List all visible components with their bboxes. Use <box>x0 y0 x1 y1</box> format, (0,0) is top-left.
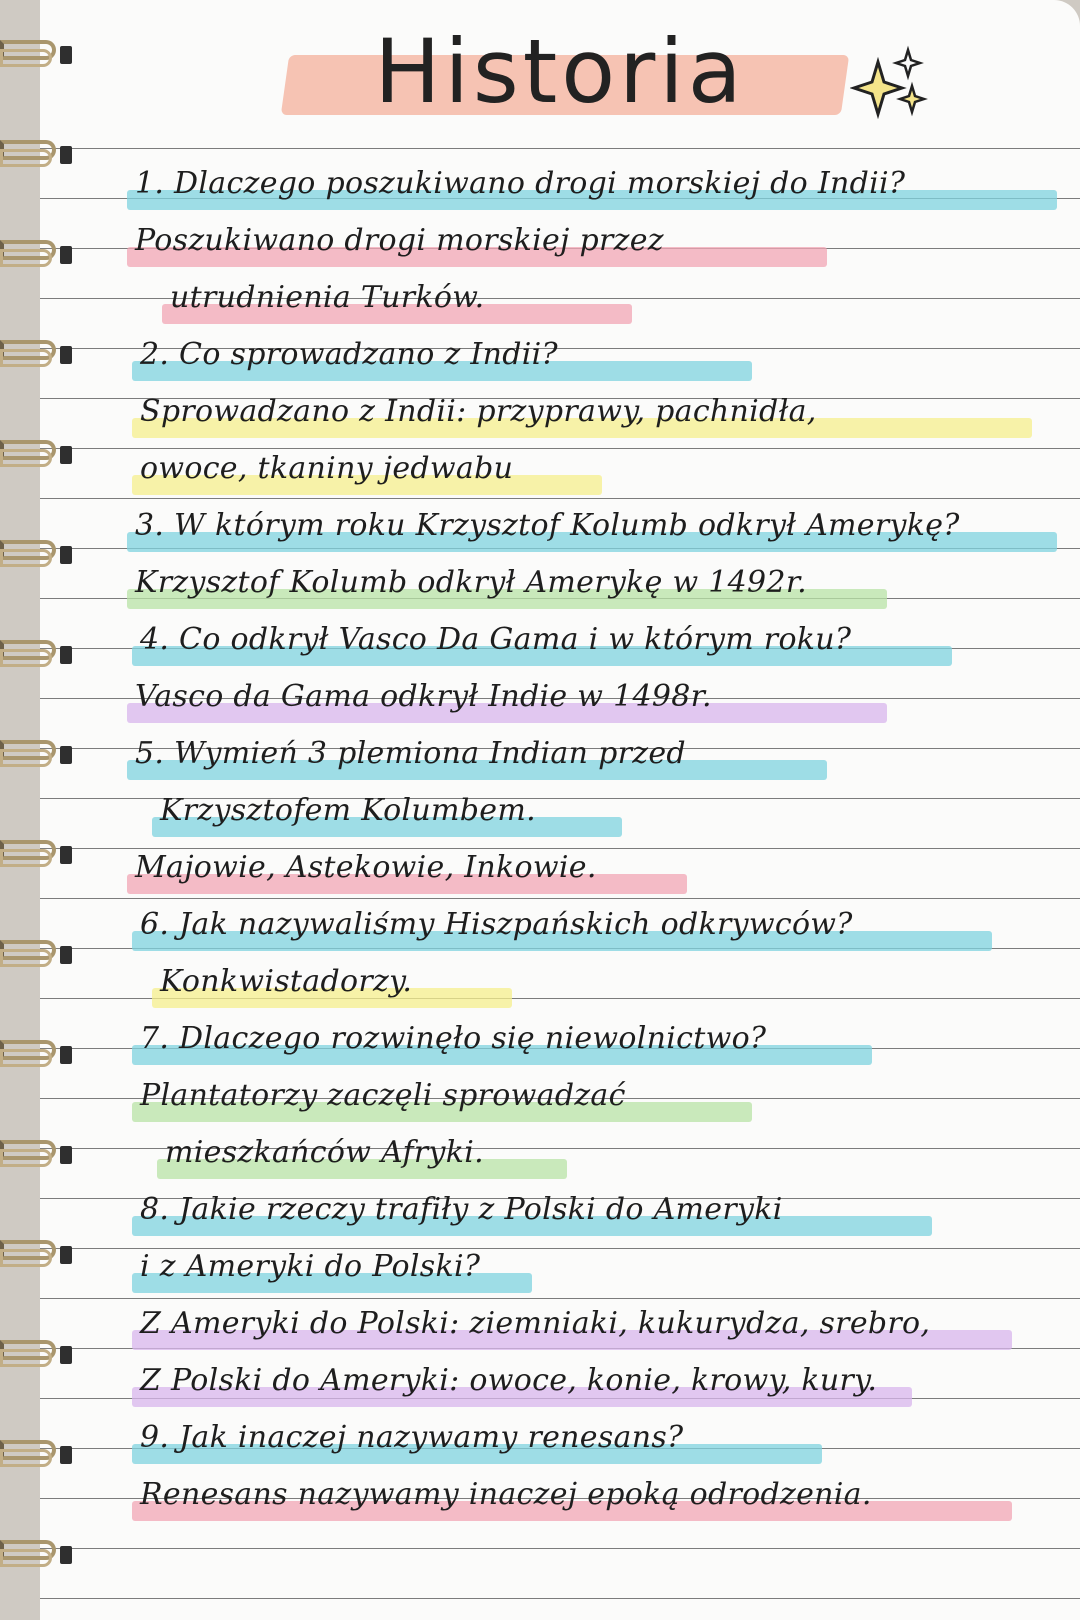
title-area <box>190 20 1010 140</box>
spiral-binding <box>0 0 90 1620</box>
answer-line <box>40 850 1080 890</box>
question-line <box>40 166 1080 206</box>
note-text: 6. Jak nazywaliśmy Hiszpańskich odkrywców? <box>140 907 853 942</box>
note-text: Vasco da Gama odkrył Indie w 1498r. <box>135 679 712 714</box>
answer-line <box>40 1306 1080 1346</box>
spiral-ring <box>0 240 70 270</box>
question-line <box>40 622 1080 662</box>
ruled-line <box>40 498 1080 499</box>
note-text: Krzysztofem Kolumbem. <box>160 793 536 828</box>
answer-line <box>40 964 1080 1004</box>
answer-line <box>40 1078 1080 1118</box>
answer-line <box>40 451 1080 491</box>
answer-line <box>40 1363 1080 1403</box>
note-text: owoce, tkaniny jedwabu <box>140 451 514 486</box>
spiral-ring <box>0 940 70 970</box>
answer-line <box>40 280 1080 320</box>
note-text: 5. Wymień 3 plemiona Indian przed <box>135 736 686 771</box>
question-line <box>40 1420 1080 1460</box>
spiral-ring <box>0 340 70 370</box>
note-text: mieszkańców Afryki. <box>165 1135 485 1170</box>
spiral-ring <box>0 40 70 70</box>
spiral-ring <box>0 1540 70 1570</box>
answer-line <box>40 793 1080 833</box>
ruled-line <box>40 848 1080 849</box>
question-line <box>40 1192 1080 1232</box>
answer-line <box>40 565 1080 605</box>
ruled-line <box>40 1548 1080 1549</box>
note-text: Renesans nazywamy inaczej epoką odrodzenia. <box>140 1477 872 1512</box>
note-text: Z Polski do Ameryki: owoce, konie, krowy, kury. <box>140 1363 878 1398</box>
note-text: Sprowadzano z Indii: przyprawy, pachnidła, <box>140 394 817 429</box>
answer-line <box>40 394 1080 434</box>
spiral-ring <box>0 1340 70 1370</box>
note-text: 8. Jakie rzeczy trafiły z Polski do Ameryki <box>140 1192 783 1227</box>
page-title: Historia <box>374 20 746 123</box>
spiral-ring <box>0 840 70 870</box>
note-text: Plantatorzy zaczęli sprowadzać <box>140 1078 626 1113</box>
note-text: utrudnienia Turków. <box>170 280 485 315</box>
note-text: i z Ameryki do Polski? <box>140 1249 481 1284</box>
spiral-ring <box>0 1140 70 1170</box>
spiral-ring <box>0 1240 70 1270</box>
question-line <box>40 337 1080 377</box>
answer-line <box>40 1477 1080 1517</box>
answer-line <box>40 223 1080 263</box>
notebook-page <box>40 0 1080 1620</box>
answer-line <box>40 1135 1080 1175</box>
answer-line <box>40 679 1080 719</box>
note-text: Krzysztof Kolumb odkrył Amerykę w 1492r. <box>135 565 807 600</box>
note-text: Z Ameryki do Polski: ziemniaki, kukurydza, srebro, <box>140 1306 931 1341</box>
spiral-ring <box>0 1440 70 1470</box>
question-line <box>40 907 1080 947</box>
note-text: 7. Dlaczego rozwinęło się niewolnictwo? <box>140 1021 767 1056</box>
ruled-line <box>40 1598 1080 1599</box>
note-text: 4. Co odkrył Vasco Da Gama i w którym roku? <box>140 622 852 657</box>
spiral-ring <box>0 140 70 170</box>
question-line <box>40 1021 1080 1061</box>
note-text: 2. Co sprowadzano z Indii? <box>140 337 558 372</box>
spiral-ring <box>0 740 70 770</box>
ruled-line <box>40 1298 1080 1299</box>
spiral-ring <box>0 440 70 470</box>
ruled-line <box>40 448 1080 449</box>
note-text: 9. Jak inaczej nazywamy renesans? <box>140 1420 684 1455</box>
ruled-line <box>40 898 1080 899</box>
note-text: Konkwistadorzy. <box>160 964 413 999</box>
note-text: 1. Dlaczego poszukiwano drogi morskiej do Indii? <box>135 166 906 201</box>
note-text: 3. W którym roku Krzysztof Kolumb odkrył Amerykę? <box>135 508 960 543</box>
ruled-line <box>40 148 1080 149</box>
question-line <box>40 508 1080 548</box>
answer-line <box>40 1249 1080 1289</box>
sparkle-icon <box>850 40 930 130</box>
question-line <box>40 736 1080 776</box>
spiral-ring <box>0 640 70 670</box>
note-text: Poszukiwano drogi morskiej przez <box>135 223 664 258</box>
note-text: Majowie, Astekowie, Inkowie. <box>135 850 597 885</box>
spiral-ring <box>0 540 70 570</box>
spiral-ring <box>0 1040 70 1070</box>
